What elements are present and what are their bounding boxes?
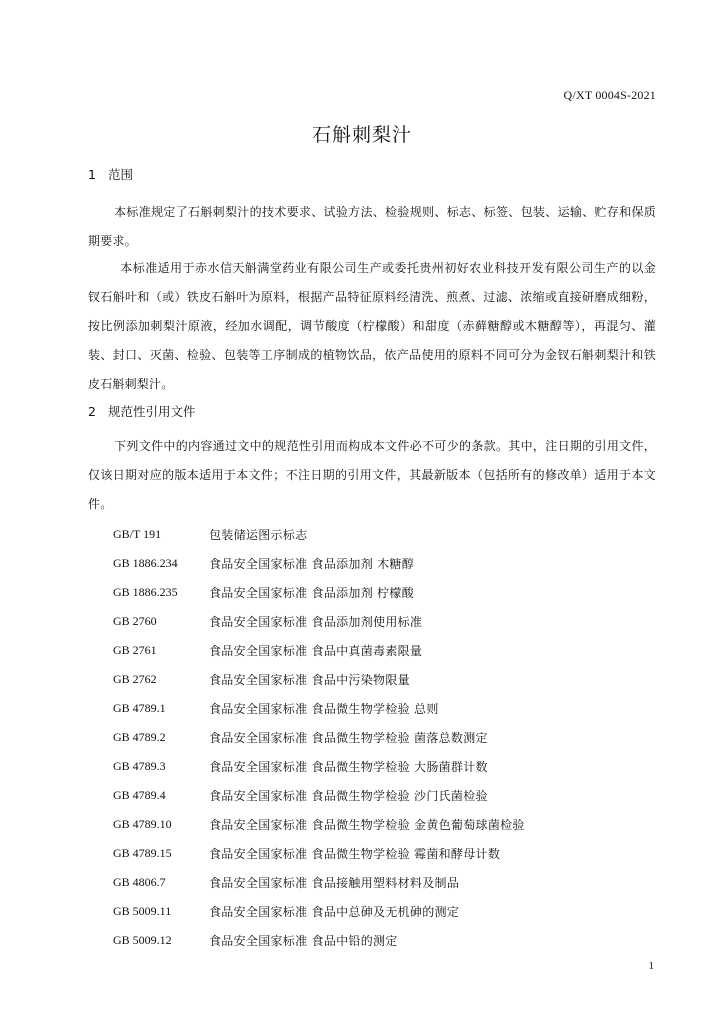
reference-item: [113, 810, 673, 839]
reference-item: [113, 607, 673, 636]
page-number: 1: [648, 960, 654, 972]
reference-item: [113, 723, 673, 752]
section-1-paragraph-1: [88, 198, 656, 256]
reference-name: 食品安全国家标准 食品微生物学检验 沙门氏菌检验: [209, 789, 488, 803]
section-1-title: 范围: [108, 167, 134, 182]
reference-code: GB 4806.7: [113, 875, 166, 889]
reference-item: [113, 694, 673, 723]
reference-item: [113, 926, 673, 955]
reference-code: GB 1886.235: [113, 585, 178, 599]
reference-item: [113, 868, 673, 897]
reference-item: [113, 549, 673, 578]
reference-code: GB 2761: [113, 643, 157, 657]
document-title: 石斛刺梨汁: [311, 124, 412, 146]
reference-code: GB 5009.12: [113, 933, 172, 947]
section-2-paragraph-1-text: 下列文件中的内容通过文中的规范性引用而构成本文件必不可少的条款。其中，注日期的引用文件，仅该日期对应的版本适用于本文件；不注日期的引用文件，其最新版本（包括所有的修改单）适用于本文件。: [88, 439, 656, 511]
reference-item: [113, 636, 673, 665]
reference-name: 食品安全国家标准 食品添加剂 柠檬酸: [209, 586, 415, 600]
reference-name: 食品安全国家标准 食品中总砷及无机砷的测定: [209, 905, 460, 919]
reference-name: 食品安全国家标准 食品添加剂 木糖醇: [209, 557, 415, 571]
reference-code: GB/T 191: [113, 527, 162, 541]
reference-name: 食品安全国家标准 食品微生物学检验 金黄色葡萄球菌检验: [209, 818, 525, 832]
section-1-paragraph-1-text: 本标准规定了石斛刺梨汁的技术要求、试验方法、检验规则、标志、标签、包装、运输、贮存和保质期要求。: [88, 205, 656, 248]
reference-code: GB 2760: [113, 614, 157, 628]
reference-item: [113, 520, 673, 549]
document-code: Q/XT 0004S-2021: [563, 88, 656, 102]
reference-code: GB 4789.15: [113, 846, 172, 860]
section-2-title: 规范性引用文件: [108, 404, 196, 419]
reference-code: GB 1886.234: [113, 556, 178, 570]
normative-reference-list: [113, 520, 673, 955]
reference-code: GB 4789.1: [113, 701, 166, 715]
reference-item: [113, 781, 673, 810]
reference-code: GB 2762: [113, 672, 157, 686]
section-1-paragraph-2-text: 本标准适用于赤水信天斛满堂药业有限公司生产或委托贵州初好农业科技开发有限公司生产的以金钗石斛叶和（或）铁皮石斛叶为原料，根据产品特征原料经清洗、煎煮、过滤、浓缩或直接研磨成细粉，按比例添加刺梨汁原液，经加水调配，调节酸度（柠檬酸）和甜度（赤藓糖醇或木糖醇等），再混匀、灌装、封口、灭菌、检验、包装等工序制成的植物饮品，依产品使用的原料不同可分为金钗石斛刺梨汁和铁皮石斛刺梨汁。: [88, 261, 656, 391]
reference-name: 食品安全国家标准 食品微生物学检验 霉菌和酵母计数: [209, 847, 501, 861]
reference-code: GB 5009.11: [113, 904, 172, 918]
section-1-heading: [88, 165, 133, 183]
reference-name: 包装储运图示标志: [209, 528, 308, 542]
section-2-heading: [88, 402, 196, 420]
reference-name: 食品安全国家标准 食品添加剂使用标准: [209, 615, 423, 629]
section-1-number: 1: [88, 167, 96, 182]
reference-name: 食品安全国家标准 食品接触用塑料材料及制品: [209, 876, 460, 890]
reference-name: 食品安全国家标准 食品微生物学检验 菌落总数测定: [209, 731, 488, 745]
reference-name: 食品安全国家标准 食品中真菌毒素限量: [209, 644, 423, 658]
reference-item: [113, 665, 673, 694]
reference-name: 食品安全国家标准 食品微生物学检验 总则: [209, 702, 439, 716]
section-2-paragraph-1: [88, 432, 656, 519]
reference-item: [113, 897, 673, 926]
reference-name: 食品安全国家标准 食品中铅的测定: [209, 934, 398, 948]
reference-code: GB 4789.10: [113, 817, 172, 831]
reference-item: [113, 752, 673, 781]
reference-item: [113, 578, 673, 607]
reference-item: [113, 839, 673, 868]
reference-name: 食品安全国家标准 食品微生物学检验 大肠菌群计数: [209, 760, 488, 774]
reference-name: 食品安全国家标准 食品中污染物限量: [209, 673, 410, 687]
reference-code: GB 4789.2: [113, 730, 166, 744]
reference-code: GB 4789.4: [113, 788, 166, 802]
reference-code: GB 4789.3: [113, 759, 166, 773]
section-2-number: 2: [88, 404, 96, 419]
section-1-paragraph-2: [88, 254, 656, 399]
